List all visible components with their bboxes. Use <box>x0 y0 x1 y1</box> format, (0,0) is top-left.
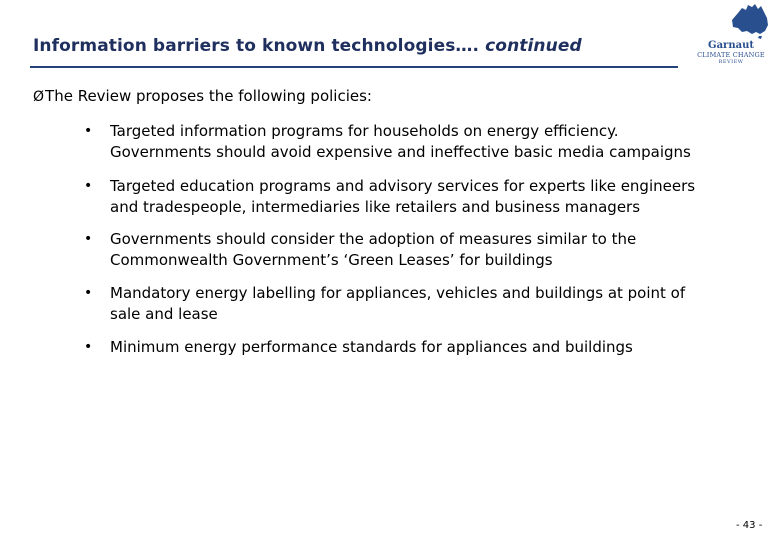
title-underline <box>30 66 678 68</box>
logo-line-3: REVIEW <box>718 59 744 65</box>
logo-line-2: CLIMATE CHANGE <box>697 51 765 59</box>
bullet-icon: • <box>84 285 93 301</box>
intro-text: The Review proposes the following policies: <box>45 87 372 105</box>
bullet-icon: • <box>84 231 93 247</box>
title-continued: continued <box>485 36 582 56</box>
bullet-icon: • <box>84 178 93 194</box>
policy-text-line: sale and lease <box>110 304 218 323</box>
garnaut-logo <box>690 3 772 67</box>
intro-line <box>33 87 372 105</box>
title-main: Information barriers to known technologies…. <box>33 36 480 56</box>
policy-text-line: Commonwealth Government’s ‘Green Leases’ for buildings <box>110 250 553 269</box>
logo-line-1: Garnaut <box>708 40 754 51</box>
policy-text-line: Minimum energy performance standards for appliances and buildings <box>110 338 633 356</box>
policy-text-line: Targeted information programs for households on energy efficiency. <box>110 122 619 140</box>
slide-title <box>33 36 582 56</box>
policy-text-line: Governments should consider the adoption of measures similar to the <box>110 230 637 248</box>
bullet-icon: • <box>84 123 93 139</box>
arrow-bullet-icon: Ø <box>33 89 45 105</box>
page-number: - 43 - <box>736 520 763 531</box>
policy-text-line: Mandatory energy labelling for appliances, vehicles and buildings at point of <box>110 284 686 302</box>
bullet-icon: • <box>84 339 93 355</box>
policy-text-line: Targeted education programs and advisory services for experts like engineers <box>110 177 696 195</box>
policy-text-line: Governments should avoid expensive and ineffective basic media campaigns <box>110 142 691 161</box>
policy-text-line: and tradespeople, intermediaries like retailers and business managers <box>110 197 641 216</box>
australia-map-icon <box>730 3 770 39</box>
